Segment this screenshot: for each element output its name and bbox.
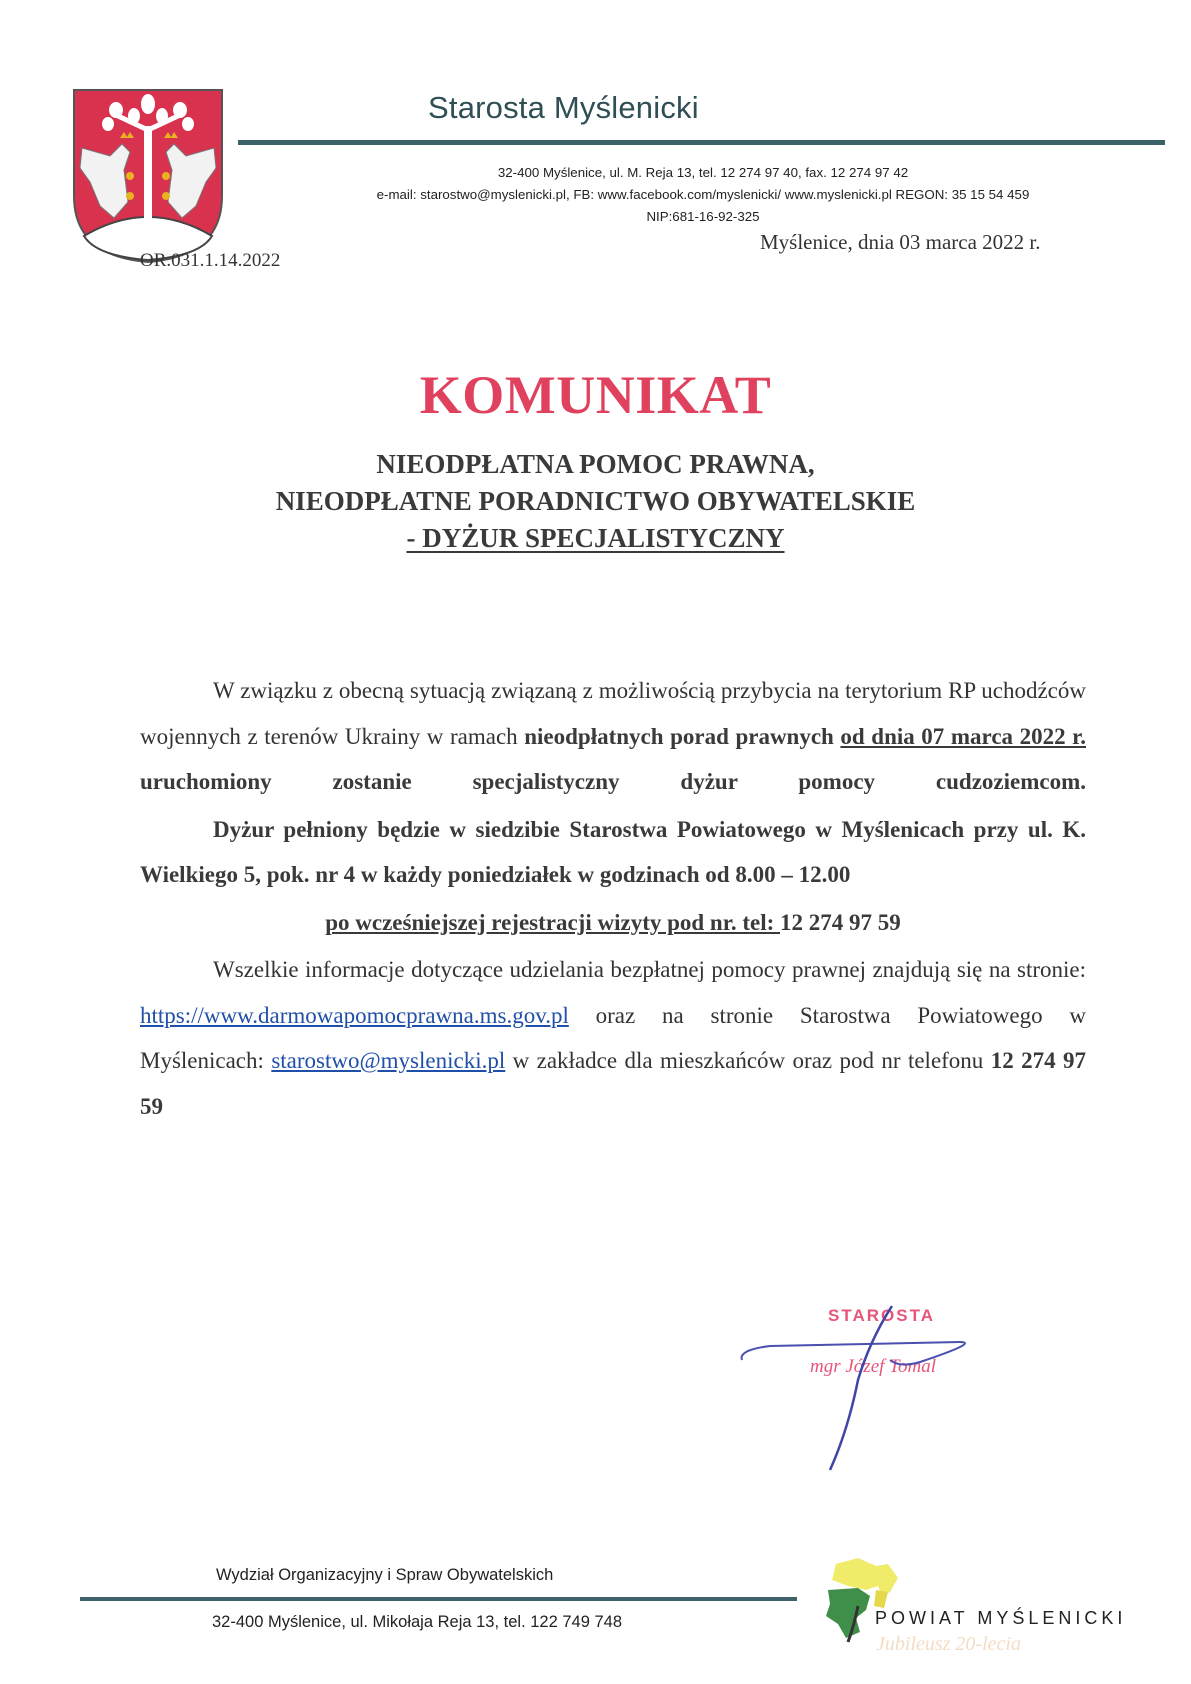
body-text (140, 668, 1086, 1129)
p3-text-c: w zakładce dla mieszkańców oraz pod nr telefonu (505, 1048, 991, 1073)
footer-department: Wydział Organizacyjny i Spraw Obywatelskich (216, 1566, 554, 1584)
contact-block (240, 162, 1166, 228)
document-date: Myślenice, dnia 03 marca 2022 r. (760, 230, 1041, 254)
footer-address: 32-400 Myślenice, ul. Mikołaja Reja 13, tel. 122 749 748 (212, 1613, 622, 1631)
email-link[interactable]: starostwo@myslenicki.pl (271, 1048, 506, 1073)
stamp-title: STAROSTA (828, 1306, 935, 1325)
header-divider (238, 140, 1165, 145)
p1-bold-end: uruchomiony zostanie specjalistyczny dyżur pomocy cudzoziemcom. (140, 769, 1086, 794)
paragraph-2 (140, 807, 1086, 898)
p3-phone: 12 274 97 59 (140, 1048, 1087, 1119)
nip-line: NIP:681-16-92-325 (646, 209, 760, 224)
registration-line (140, 900, 1086, 946)
footer-divider (80, 1597, 797, 1601)
subtitle-line-2: NIEODPŁATNE PORADNICTWO OBYWATELSKIE (275, 486, 916, 516)
stamp-name: mgr Józef Tomal (810, 1356, 936, 1377)
p2-text: Dyżur pełniony będzie w siedzibie Starostwa Powiatowego w Myślenicach przy ul. K. Wielkiego 5, pok. nr 4 w każdy poniedziałek w godzinach od 8.00 – 12.00 (140, 816, 1086, 887)
footer-logo-text: POWIAT MYŚLENICKI (875, 1608, 1127, 1628)
subtitle-line-1: NIEODPŁATNA POMOC PRAWNA, (376, 449, 815, 479)
registration-phone: 12 274 97 59 (780, 909, 901, 935)
paragraph-3 (140, 947, 1086, 1129)
legal-aid-website-link[interactable]: https://www.darmowapomocprawna.ms.gov.pl (140, 1002, 569, 1028)
address-line: 32-400 Myślenice, ul. M. Reja 13, tel. 12 274 97 40, fax. 12 274 97 42 (497, 165, 909, 180)
contact-line: e-mail: starostwo@myslenicki.pl, FB: www.facebook.com/myslenicki/ www.myslenicki.pl REGON: 35 15 54 459 (376, 187, 1030, 202)
paragraph-1 (140, 668, 1086, 805)
p1-bold: nieodpłatnych porad prawnych (524, 723, 841, 749)
p1-start-date: od dnia 07 marca 2022 r. (840, 723, 1086, 749)
reference-number: OR.031.1.14.2022 (140, 250, 281, 271)
organization-title: Starosta Myślenicki (428, 90, 699, 125)
registration-text: po wcześniejszej rejestracji wizyty pod nr. tel: (325, 909, 780, 935)
p3-text-b: oraz na stronie Starostwa Powiatowego w Myślenicach: (140, 1002, 1086, 1073)
handwritten-signature-icon (730, 1280, 1030, 1480)
subtitle-line-3: - DYŻUR SPECJALISTYCZNY (406, 523, 785, 553)
main-title: KOMUNIKAT (419, 365, 772, 425)
p3-text-a: Wszelkie informacje dotyczące udzielania bezpłatnej pomocy prawnej znajdują się na stronie: (213, 957, 1086, 982)
footer-jubilee-text: Jubileusz 20-lecia (876, 1633, 1021, 1655)
subtitle (0, 446, 1191, 557)
coat-of-arms-icon (70, 86, 226, 264)
p1-text-a: W związku z obecną sytuacją związaną z możliwością przybycia na terytorium RP uchodźców wojennych z terenów Ukrainy w ramach (140, 678, 1086, 749)
